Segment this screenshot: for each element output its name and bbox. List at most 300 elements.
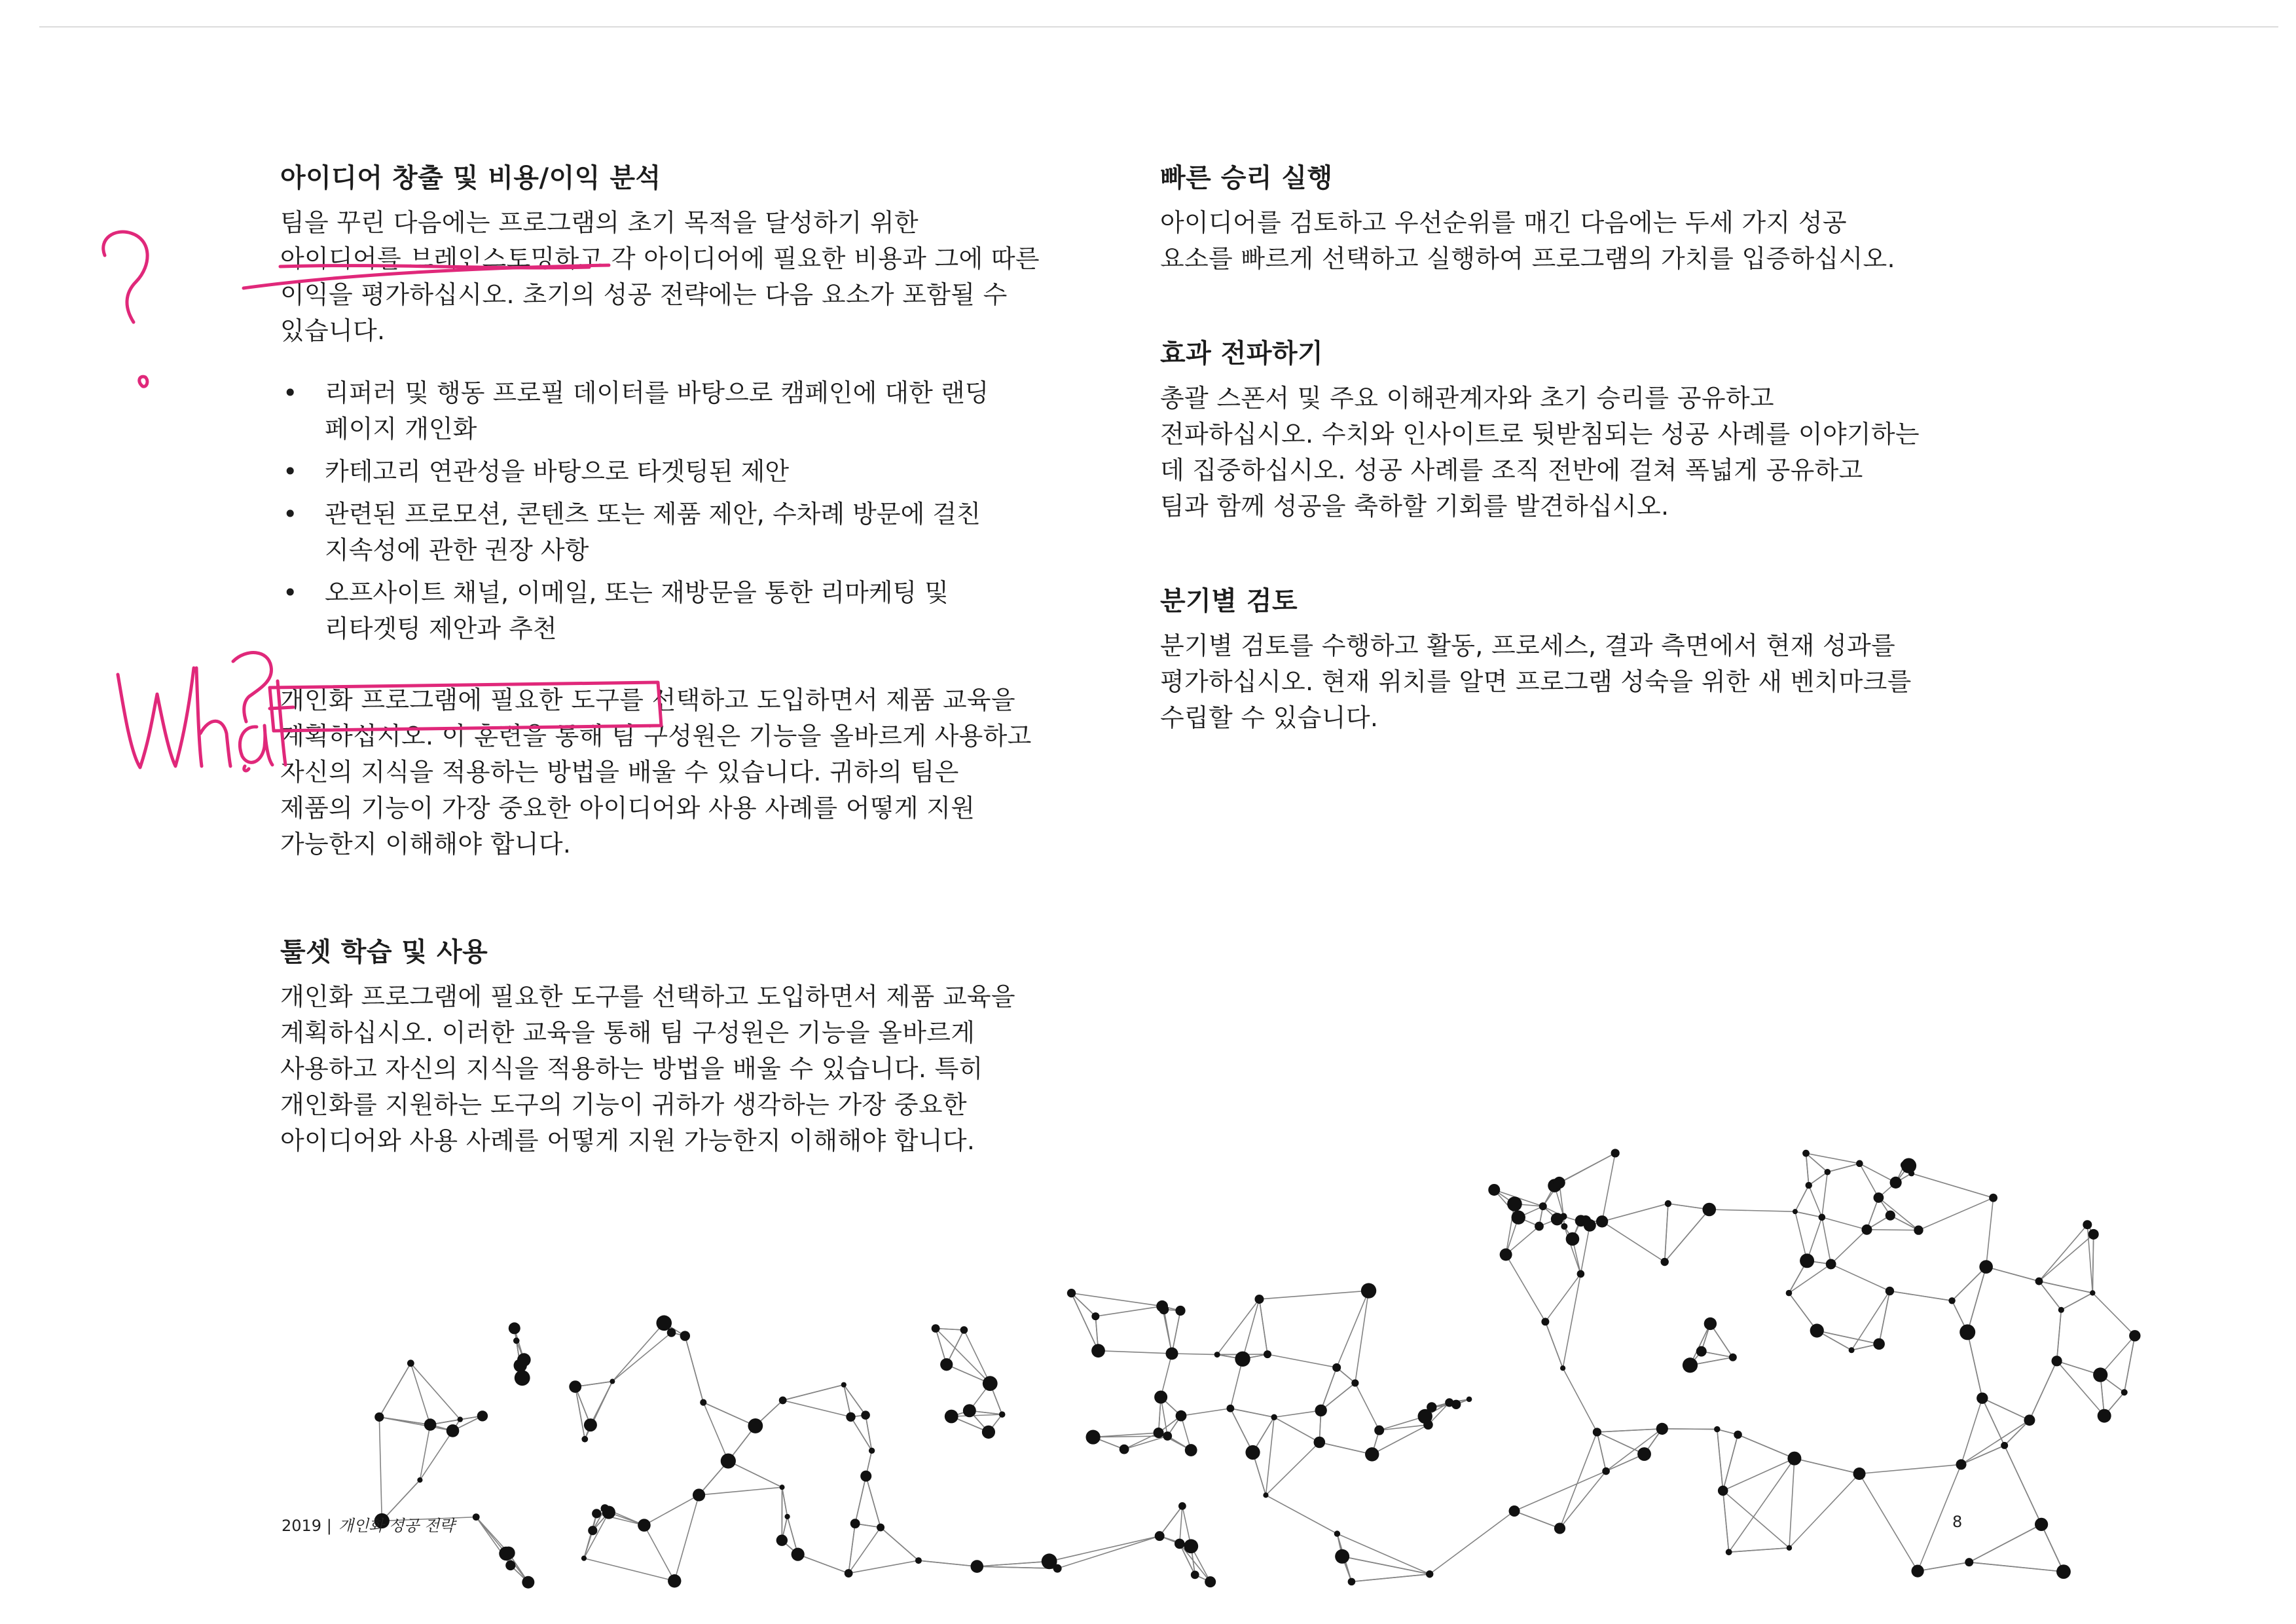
network-node xyxy=(1423,1420,1433,1430)
network-node xyxy=(2083,1220,2092,1229)
network-edge xyxy=(1559,1432,1597,1528)
network-edge xyxy=(1738,1435,1795,1458)
network-edge xyxy=(2124,1336,2135,1392)
network-edge xyxy=(1095,1306,1162,1316)
page-number: 8 xyxy=(1952,1513,1963,1531)
network-node xyxy=(407,1359,414,1367)
network-node xyxy=(1332,1363,1341,1372)
network-edge xyxy=(1831,1264,1890,1291)
network-node xyxy=(1535,1222,1544,1231)
network-edge xyxy=(1602,1221,1665,1262)
network-node xyxy=(1175,1539,1185,1549)
network-node xyxy=(1948,1297,1955,1304)
network-edge xyxy=(2057,1310,2062,1361)
network-node xyxy=(517,1353,531,1367)
network-edge xyxy=(1961,1398,1982,1464)
network-node xyxy=(1683,1357,1698,1373)
network-edge xyxy=(1580,1225,1590,1274)
network-node xyxy=(1660,1258,1668,1266)
network-node xyxy=(1042,1553,1057,1569)
network-edge xyxy=(1124,1436,1167,1449)
network-node xyxy=(700,1399,706,1406)
network-node xyxy=(1611,1149,1620,1157)
network-edge xyxy=(1266,1495,1337,1534)
network-edge xyxy=(1274,1411,1321,1417)
network-node xyxy=(473,1513,480,1521)
network-edge xyxy=(703,1403,728,1461)
network-node xyxy=(1914,1225,1923,1234)
network-node xyxy=(1488,1184,1500,1196)
network-node xyxy=(1205,1576,1216,1587)
network-node xyxy=(1184,1539,1198,1553)
network-edge xyxy=(1665,1209,1709,1262)
network-node xyxy=(1263,1492,1268,1498)
network-edge xyxy=(591,1382,612,1426)
network-edge xyxy=(866,1476,881,1527)
network-node xyxy=(656,1316,672,1331)
network-node xyxy=(1596,1215,1608,1227)
network-edge xyxy=(936,1329,964,1330)
network-edge xyxy=(1602,1204,1668,1221)
network-edge xyxy=(1230,1409,1274,1417)
network-edge xyxy=(1723,1490,1729,1552)
network-edge xyxy=(1789,1264,1831,1293)
network-edge xyxy=(1723,1435,1738,1491)
network-node xyxy=(2035,1278,2043,1285)
network-node xyxy=(940,1358,953,1371)
network-edge xyxy=(919,1560,977,1566)
network-edge xyxy=(1259,1299,1267,1354)
network-node xyxy=(1696,1346,1707,1357)
network-edge xyxy=(1602,1153,1615,1221)
network-node xyxy=(513,1338,520,1344)
network-node xyxy=(2090,1290,2095,1295)
list-item: • 관련된 프로모션, 콘텐츠 또는 제품 제안, 수차례 방문에 걸친 지속성에 관한 권장 사항 xyxy=(283,500,981,564)
network-edge xyxy=(1266,1443,1319,1496)
network-edge xyxy=(1181,1409,1230,1416)
network-node xyxy=(667,1328,676,1337)
network-node xyxy=(1702,1203,1716,1217)
network-edge xyxy=(612,1323,664,1381)
network-node xyxy=(424,1418,437,1431)
network-edge xyxy=(881,1528,919,1561)
network-edge xyxy=(2041,1524,2064,1572)
network-edge xyxy=(1319,1443,1372,1454)
network-edge xyxy=(1606,1429,1662,1471)
network-node xyxy=(1810,1323,1824,1337)
network-node xyxy=(1334,1530,1340,1536)
network-node xyxy=(1163,1431,1172,1441)
network-edge xyxy=(1563,1368,1597,1432)
network-node xyxy=(1856,1160,1863,1168)
network-node xyxy=(1825,1169,1831,1175)
network-node xyxy=(1819,1214,1826,1221)
heading-ideation: 아이디어 창출 및 비용/이익 분석 xyxy=(280,163,661,193)
network-edge xyxy=(1789,1293,1817,1331)
network-edge xyxy=(1961,1445,2005,1464)
network-node xyxy=(2056,1564,2071,1579)
network-node xyxy=(1886,1287,1894,1295)
network-edge xyxy=(1049,1536,1160,1562)
network-node xyxy=(841,1382,847,1388)
network-node xyxy=(1965,1558,1973,1566)
network-edge xyxy=(1889,1291,1952,1301)
network-node xyxy=(1539,1202,1547,1210)
network-node xyxy=(861,1411,870,1420)
network-node xyxy=(1786,1290,1793,1297)
network-node xyxy=(1726,1549,1732,1555)
network-node xyxy=(1091,1312,1099,1320)
network-node xyxy=(1787,1545,1792,1551)
network-edge xyxy=(703,1403,756,1426)
network-node xyxy=(846,1412,855,1422)
network-edge xyxy=(964,1330,990,1384)
strategy-list xyxy=(280,375,1125,647)
network-node xyxy=(932,1324,940,1333)
network-edge xyxy=(1809,1172,1828,1185)
network-node xyxy=(1956,1459,1967,1469)
network-edge xyxy=(1817,1331,1879,1344)
ideation-tools-paragraph: 개인화 프로그램에 필요한 도구를 선택하고 도입하면서 제품 교육을 계획하십시오. 이 훈련을 통해 팀 구성원은 기능을 올바르게 사용하고 자신의 지식을 적용하는 방법을 배울 수 있습니다. 귀하의 팀은 제품의 기능이 가장 중요한 아이디어와 사용 사례를 어떻게 지원 가능한지 이해해야 합니다. xyxy=(280,686,1032,858)
network-edge xyxy=(848,1560,919,1573)
network-edge xyxy=(1430,1511,1514,1574)
network-edge xyxy=(1806,1153,1809,1185)
network-edge xyxy=(1789,1473,1859,1547)
network-edge xyxy=(2100,1336,2135,1375)
section-quarterly-review xyxy=(1160,583,2005,736)
network-edge xyxy=(1918,1198,1993,1230)
network-node xyxy=(860,1471,871,1482)
toolset-body: 개인화 프로그램에 필요한 도구를 선택하고 도입하면서 제품 교육을 계획하십시오. 이러한 교육을 통해 팀 구성원은 기능을 올바르게 사용하고 자신의 지식을 적용하는 방법을 배울 수 있습니다. 특히 개인화를 지원하는 도구의 기능이 귀하가 생각하는 가장 중요한 아이디어와 사용 사례를 어떻게 지원 가능한지 이해해야 합니다. xyxy=(280,982,1015,1155)
right-column xyxy=(1160,160,2005,782)
network-node xyxy=(458,1416,463,1422)
network-node xyxy=(1264,1350,1271,1358)
network-node xyxy=(569,1380,581,1393)
network-node xyxy=(970,1560,983,1573)
quarterly-review-body: 분기별 검토를 수행하고 활동, 프로세스, 결과 측면에서 현재 성과를 평가하십시오. 현재 위치를 알면 프로그램 성숙을 위한 새 벤치마크를 수립할 수 있습니다. xyxy=(1160,631,1912,732)
quick-wins-body: 아이디어를 검토하고 우선순위를 매긴 다음에는 두세 가지 성공 요소를 빠르게 선택하고 실행하여 프로그램의 가치를 입증하십시오. xyxy=(1160,208,1895,273)
network-edge xyxy=(1822,1217,1831,1264)
network-node xyxy=(869,1448,875,1454)
network-node xyxy=(2129,1330,2140,1341)
network-edge xyxy=(1986,1267,2039,1282)
network-node xyxy=(446,1424,460,1437)
network-node xyxy=(509,1322,520,1334)
list-item: • 오프사이트 채널, 이메일, 또는 재방문을 통한 리마케팅 및 리타겟팅 제안과 추천 xyxy=(283,578,949,643)
network-edge xyxy=(783,1400,851,1416)
network-edge xyxy=(1723,1490,1789,1547)
network-edge xyxy=(2092,1293,2135,1335)
network-edge xyxy=(1274,1417,1319,1442)
network-edge xyxy=(1267,1354,1337,1367)
network-edge xyxy=(1159,1506,1182,1536)
spread-effect-body: 총괄 스폰서 및 주요 이해관계자와 초기 승리를 공유하고 전파하십시오. 수치와 인사이트로 뒷받침되는 성공 사례를 이야기하는 데 집중하십시오. 성공 사례를 조직 전반에 걸쳐 폭넓게 공유하고 팀과 함께 성공을 축하할 기회를 발견하십시오. xyxy=(1160,384,1920,521)
network-node xyxy=(1637,1447,1651,1461)
network-edge xyxy=(1795,1211,1822,1217)
network-node xyxy=(1365,1447,1379,1461)
network-edge xyxy=(1878,1198,1918,1230)
network-node xyxy=(1873,1338,1885,1350)
network-node xyxy=(1853,1467,1866,1480)
network-edge xyxy=(1545,1274,1580,1321)
network-edge xyxy=(1969,1562,2064,1572)
network-node xyxy=(1890,1177,1902,1189)
network-edge xyxy=(1665,1204,1668,1262)
network-edge xyxy=(1859,1473,1918,1571)
network-node xyxy=(1541,1318,1549,1325)
ideation-intro: 팀을 꾸린 다음에는 프로그램의 초기 목적을 달성하기 위한 아이디어를 브레인스토밍하고 각 아이디어에 필요한 비용과 그에 따른 이익을 평가하십시오. 초기의 성공 전략에는 다음 요소가 포함될 수 있습니다. xyxy=(280,208,1040,345)
network-edge xyxy=(612,1333,671,1382)
network-node xyxy=(638,1519,651,1532)
network-edge xyxy=(584,1559,674,1581)
network-edge xyxy=(1217,1299,1259,1355)
network-node xyxy=(1849,1347,1855,1353)
network-node xyxy=(2035,1518,2048,1531)
heading-toolset: 툴셋 학습 및 사용 xyxy=(280,937,488,967)
network-edge xyxy=(1809,1185,1822,1217)
network-edge xyxy=(1180,1506,1182,1544)
network-node xyxy=(1554,1522,1565,1534)
network-node xyxy=(417,1477,422,1483)
network-edge xyxy=(1259,1291,1368,1299)
network-node xyxy=(2121,1389,2128,1395)
network-edge xyxy=(1072,1293,1163,1306)
network-node xyxy=(1235,1352,1250,1367)
network-node xyxy=(1665,1200,1671,1207)
network-edge xyxy=(685,1336,703,1403)
network-node xyxy=(668,1574,681,1587)
network-edge xyxy=(1795,1458,1859,1473)
network-node xyxy=(693,1488,705,1501)
network-node xyxy=(1704,1318,1717,1330)
network-node xyxy=(1912,1565,1924,1578)
network-edge xyxy=(1662,1429,1717,1430)
network-node xyxy=(960,1326,968,1334)
network-node xyxy=(1361,1283,1376,1298)
network-edge xyxy=(2092,1234,2093,1293)
network-node xyxy=(592,1509,601,1518)
network-edge xyxy=(1717,1430,1723,1491)
network-edge xyxy=(2005,1445,2041,1524)
network-node xyxy=(1602,1467,1610,1475)
network-edge xyxy=(1859,1464,1961,1473)
network-edge xyxy=(2039,1225,2087,1281)
network-node xyxy=(1576,1217,1583,1225)
network-node xyxy=(982,1426,995,1439)
section-quick-wins xyxy=(1160,160,2005,277)
network-node xyxy=(1445,1398,1453,1407)
network-node xyxy=(1886,1211,1895,1221)
network-node xyxy=(581,1555,587,1560)
network-edge xyxy=(1822,1217,1867,1230)
network-node xyxy=(1500,1248,1512,1261)
network-edge xyxy=(674,1495,699,1581)
network-node xyxy=(499,1547,513,1560)
network-edge xyxy=(1342,1557,1430,1574)
network-node xyxy=(1351,1379,1358,1386)
network-node xyxy=(1806,1182,1812,1189)
network-node xyxy=(983,1376,998,1391)
network-edge xyxy=(1164,1310,1172,1354)
network-edge xyxy=(1172,1354,1217,1355)
network-node xyxy=(1314,1437,1326,1449)
network-node xyxy=(1154,1428,1164,1438)
network-node xyxy=(1561,1223,1567,1230)
network-node xyxy=(1348,1578,1356,1586)
network-edge xyxy=(699,1487,782,1495)
network-node xyxy=(1254,1295,1264,1304)
network-node xyxy=(1874,1192,1884,1203)
network-edge xyxy=(1982,1398,2030,1420)
network-node xyxy=(1467,1396,1472,1402)
network-edge xyxy=(977,1561,1049,1566)
network-node xyxy=(779,1397,787,1405)
network-node xyxy=(1979,1260,1993,1274)
network-node xyxy=(505,1560,515,1570)
network-node xyxy=(477,1411,488,1421)
network-edge xyxy=(1806,1153,1860,1164)
network-edge xyxy=(644,1495,699,1525)
network-node xyxy=(1166,1347,1178,1359)
network-node xyxy=(1159,1304,1169,1314)
network-node xyxy=(1175,1306,1185,1316)
network-node xyxy=(1374,1426,1384,1435)
heading-quick-wins: 빠른 승리 실행 xyxy=(1160,163,1333,193)
network-edge xyxy=(2061,1293,2092,1310)
network-node xyxy=(374,1412,384,1422)
network-node xyxy=(1154,1391,1167,1404)
list-item: • 카테고리 연관성을 바탕으로 타겟팅된 제안 xyxy=(283,457,790,486)
network-edge xyxy=(2039,1234,2093,1282)
network-edge xyxy=(2030,1361,2057,1420)
network-edge xyxy=(1597,1432,1606,1471)
network-edge xyxy=(379,1363,410,1417)
network-node xyxy=(1507,1196,1522,1211)
network-node xyxy=(1335,1549,1349,1564)
network-edge xyxy=(1912,1173,1994,1198)
network-edge xyxy=(1597,1432,1644,1454)
network-node xyxy=(721,1453,736,1468)
network-node xyxy=(1656,1423,1668,1435)
heading-spread-effect: 효과 전파하기 xyxy=(1160,339,1324,369)
network-node xyxy=(1245,1445,1260,1460)
network-edge xyxy=(1918,1562,1969,1571)
network-edge xyxy=(798,1555,848,1574)
network-edge xyxy=(1161,1354,1172,1397)
network-node xyxy=(2024,1414,2035,1426)
network-node xyxy=(1554,1177,1565,1189)
network-node xyxy=(1191,1570,1199,1579)
network-node xyxy=(1185,1444,1197,1456)
network-node xyxy=(1155,1531,1165,1541)
network-node xyxy=(877,1524,884,1532)
network-node xyxy=(1802,1150,1810,1157)
network-node xyxy=(1512,1210,1525,1224)
network-node xyxy=(748,1418,763,1433)
network-edge xyxy=(1789,1458,1795,1548)
network-edge xyxy=(1822,1172,1827,1217)
network-node xyxy=(2058,1307,2064,1313)
network-edge xyxy=(1172,1310,1180,1354)
network-edge xyxy=(1969,1524,2041,1562)
network-node xyxy=(1800,1253,1814,1268)
section-spread-effect xyxy=(1160,336,2005,525)
network-edge xyxy=(1506,1204,1514,1255)
network-node xyxy=(2001,1442,2008,1449)
network-node xyxy=(584,1418,597,1431)
network-edge xyxy=(1072,1293,1099,1351)
network-edge xyxy=(1795,1185,1809,1211)
footer-title: 2019 | 개인화 성공 전략 xyxy=(282,1517,455,1535)
network-node xyxy=(2098,1409,2111,1423)
network-node xyxy=(1214,1352,1220,1357)
network-edge xyxy=(379,1417,430,1425)
network-edge xyxy=(1355,1383,1379,1430)
network-node xyxy=(1271,1414,1277,1420)
network-node xyxy=(1577,1270,1585,1278)
network-node xyxy=(1091,1344,1105,1357)
network-edge xyxy=(1986,1198,1994,1266)
network-node xyxy=(785,1514,790,1519)
network-node xyxy=(792,1548,805,1561)
network-node xyxy=(1718,1486,1728,1496)
network-edge xyxy=(1355,1291,1369,1383)
network-edge xyxy=(1099,1351,1172,1354)
network-edge xyxy=(1982,1398,2005,1445)
list-item: • 리퍼러 및 행동 프로필 데이터를 바탕으로 캠페인에 대한 랜딩 페이지 개인화 xyxy=(283,378,989,443)
network-node xyxy=(2088,1229,2099,1240)
network-edge xyxy=(1827,1164,1859,1172)
network-node xyxy=(780,1485,785,1490)
network-edge xyxy=(1337,1291,1369,1367)
network-edge xyxy=(1545,1321,1563,1368)
network-edge xyxy=(1337,1534,1429,1574)
network-edge xyxy=(855,1476,866,1523)
network-node xyxy=(1178,1502,1186,1510)
network-node xyxy=(1560,1213,1567,1220)
network-node xyxy=(1861,1225,1872,1235)
network-edge xyxy=(1729,1548,1789,1552)
section-toolset xyxy=(280,934,1125,1159)
network-node xyxy=(850,1519,860,1528)
network-node xyxy=(1226,1405,1234,1412)
network-edge xyxy=(1243,1299,1259,1359)
network-node xyxy=(1787,1452,1801,1466)
network-edge xyxy=(1806,1153,1828,1172)
network-edge xyxy=(1967,1332,1982,1398)
network-edge xyxy=(379,1417,382,1521)
network-node xyxy=(1426,1570,1433,1578)
network-edge xyxy=(1795,1211,1807,1261)
network-edge xyxy=(782,1487,788,1517)
network-node xyxy=(1067,1289,1076,1297)
network-edge xyxy=(1351,1574,1429,1582)
section-ideation xyxy=(280,160,1125,862)
network-edge xyxy=(575,1387,585,1439)
network-edge xyxy=(1729,1458,1795,1552)
network-node xyxy=(1714,1426,1720,1432)
network-edge xyxy=(1597,1429,1662,1432)
network-node xyxy=(999,1411,1006,1418)
network-node xyxy=(1977,1392,1988,1403)
network-node xyxy=(1566,1232,1580,1246)
network-edge xyxy=(1514,1471,1606,1511)
left-column xyxy=(280,160,1125,1205)
heading-quarterly-review: 분기별 검토 xyxy=(1160,586,1298,616)
network-node xyxy=(963,1404,976,1417)
network-node xyxy=(588,1526,597,1535)
network-edge xyxy=(410,1363,460,1420)
